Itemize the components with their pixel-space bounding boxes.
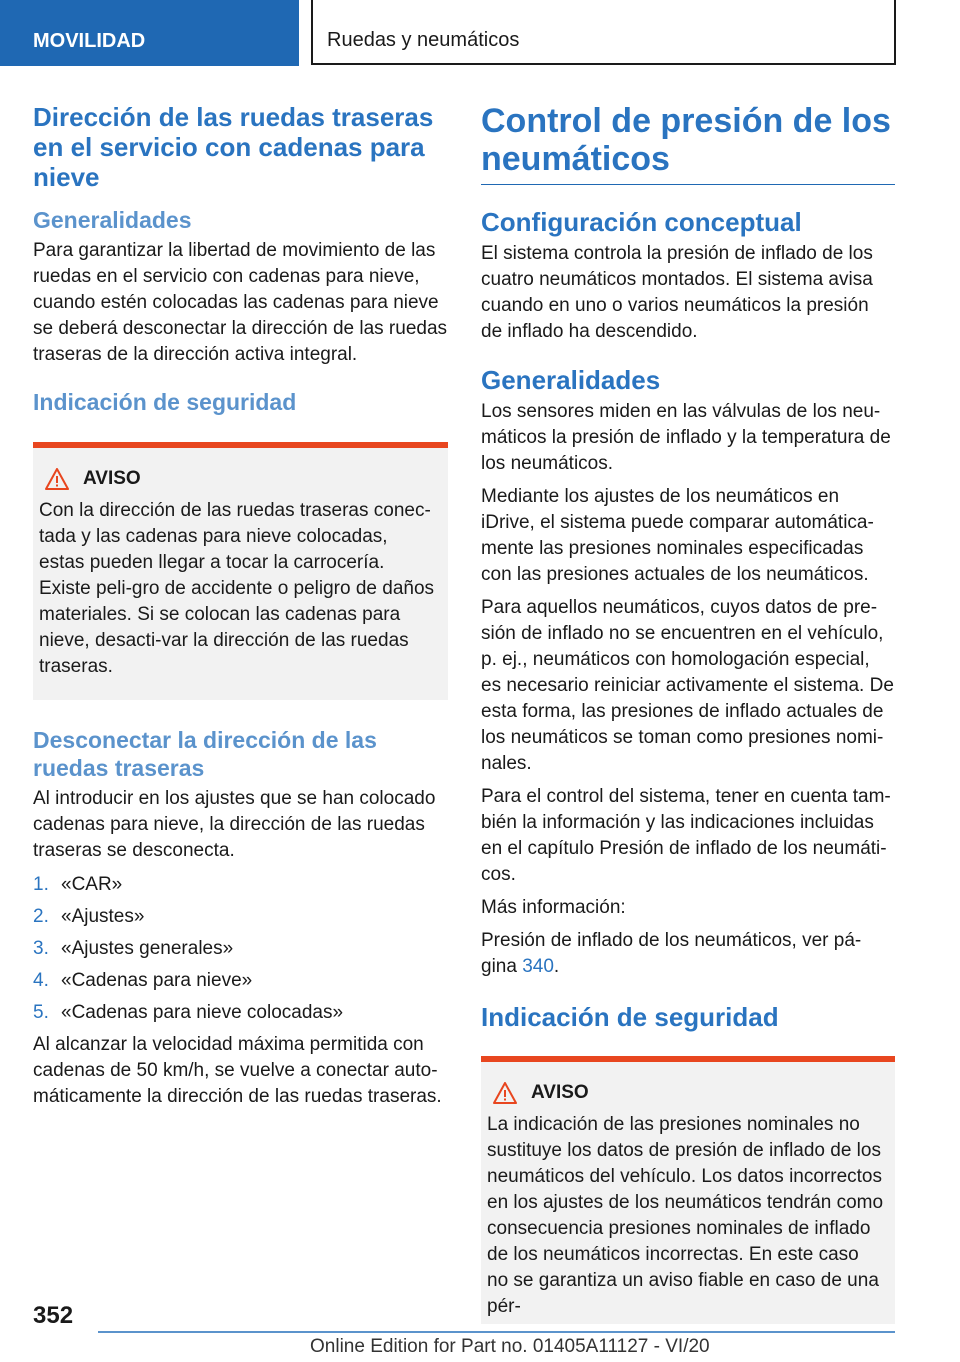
edition-text: Online Edition for Part no. 01405A11127 - VI/20 xyxy=(310,1336,710,1357)
general-paragraph-3: Para aquellos neumáticos, cuyos datos de pre-sión de inflado no se encuentren en el vehículo, p. ej., neumáticos con homologación especial, es necesario reiniciar activamente el sistema. De esta forma, las presiones de inflado actuales de los neumáticos se toman como presiones nomi-nales. xyxy=(481,597,894,774)
list-item xyxy=(33,1000,448,1026)
section-label: MOVILIDAD xyxy=(33,30,146,52)
step-number: 1. xyxy=(33,874,49,895)
general-paragraph-4: Para el control del sistema, tener en cuenta tam-bién la información y las indicaciones incluidas en el capítulo Presión de inflado de los neumáti-cos. xyxy=(481,786,891,885)
left-column xyxy=(33,102,448,1117)
list-item xyxy=(33,936,448,962)
step-text: «Ajustes» xyxy=(61,906,145,927)
step-text: «CAR» xyxy=(61,874,123,895)
chapter-label: Ruedas y neumáticos xyxy=(327,29,520,51)
page-number: 352 xyxy=(33,1302,74,1329)
disconnect-heading: Desconectar la dirección de las ruedas traseras xyxy=(33,727,377,781)
left-general-heading: Generalidades xyxy=(33,207,192,233)
right-warning-title: AVISO xyxy=(531,1082,589,1103)
right-warning-text: La indicación de las presiones nominales no sustituye los datos de presión de inflado de los neumáticos del vehículo. Los datos incorrectos en los ajustes de los neumáticos tendrán como consecuencia presiones nominales de inflado de los neumáticos incorrectas. En este caso no se garantiza un aviso fiable en caso de una pér- xyxy=(487,1114,884,1317)
step-number: 2. xyxy=(33,906,49,927)
concept-heading: Configuración conceptual xyxy=(481,207,802,237)
list-item xyxy=(33,904,448,930)
concept-text: El sistema controla la presión de inflado de los cuatro neumáticos montados. El sistema avisa cuando en uno o varios neumáticos la presión de inflado ha descendido. xyxy=(481,243,873,342)
left-warning-text: Con la dirección de las ruedas traseras conec-tada y las cadenas para nieve colocadas, estas pueden llegar a tocar la carrocería. Existe peli-gro de accidente o peligro de daños materiales. Si se colocan las cadenas para nieve, desacti-var la dirección de las ruedas traseras. xyxy=(39,500,435,677)
right-warning-box xyxy=(481,1056,895,1324)
left-warning-title: AVISO xyxy=(83,468,141,489)
steps-list xyxy=(33,872,448,1026)
step-number: 5. xyxy=(33,1002,49,1023)
left-warning-header xyxy=(39,468,438,490)
right-column xyxy=(481,102,895,1350)
left-general-text: Para garantizar la libertad de movimiento de las ruedas en el servicio con cadenas para nieve, cuando estén colocadas las cadenas para nieve se deberá desconectar la dirección de las ruedas traseras de la dirección activa integral. xyxy=(33,240,448,365)
left-safety-heading: Indicación de seguridad xyxy=(33,389,297,415)
step-number: 3. xyxy=(33,938,49,959)
reference-text: Presión de inflado de los neumáticos, ver pá-gina xyxy=(481,930,862,977)
rear-steering-title: Dirección de las ruedas traseras en el servicio con cadenas para nieve xyxy=(33,102,434,192)
warning-triangle-icon xyxy=(45,468,69,490)
step-text: «Cadenas para nieve» xyxy=(61,970,253,991)
warning-triangle-icon xyxy=(493,1082,517,1104)
general-paragraph-2: Mediante los ajustes de los neumáticos en iDrive, el sistema puede comparar automática-mente las presiones nominales especificadas con las presiones actuales de los neumáticos. xyxy=(481,486,874,585)
closing-text: Al alcanzar la velocidad máxima permitida con cadenas de 50 km/h, se vuelve a conectar auto-máticamente la dirección de las ruedas traseras. xyxy=(33,1034,442,1107)
list-item xyxy=(33,968,448,994)
page-link[interactable]: 340 xyxy=(522,956,554,977)
step-text: «Cadenas para nieve colocadas» xyxy=(61,1002,344,1023)
disconnect-text: Al introducir en los ajustes que se han colocado cadenas para nieve, la dirección de las ruedas traseras se desconecta. xyxy=(33,788,436,861)
chapter-tab xyxy=(311,0,896,65)
step-text: «Ajustes generales» xyxy=(61,938,234,959)
tpms-title: Control de presión de los neumáticos xyxy=(481,102,895,185)
section-tab xyxy=(0,0,299,66)
general-paragraph-1: Los sensores miden en las válvulas de los neu-máticos la presión de inflado y la temperatura de los neumáticos. xyxy=(481,401,891,474)
list-item xyxy=(33,872,448,898)
right-safety-heading: Indicación de seguridad xyxy=(481,1002,779,1032)
reference-end: . xyxy=(553,956,560,977)
page-reference xyxy=(481,928,895,980)
footer-divider xyxy=(98,1331,895,1333)
more-info-label: Más información: xyxy=(481,897,626,918)
right-general-heading: Generalidades xyxy=(481,365,661,395)
step-number: 4. xyxy=(33,970,49,991)
right-warning-header xyxy=(487,1082,885,1104)
left-warning-box xyxy=(33,442,448,700)
